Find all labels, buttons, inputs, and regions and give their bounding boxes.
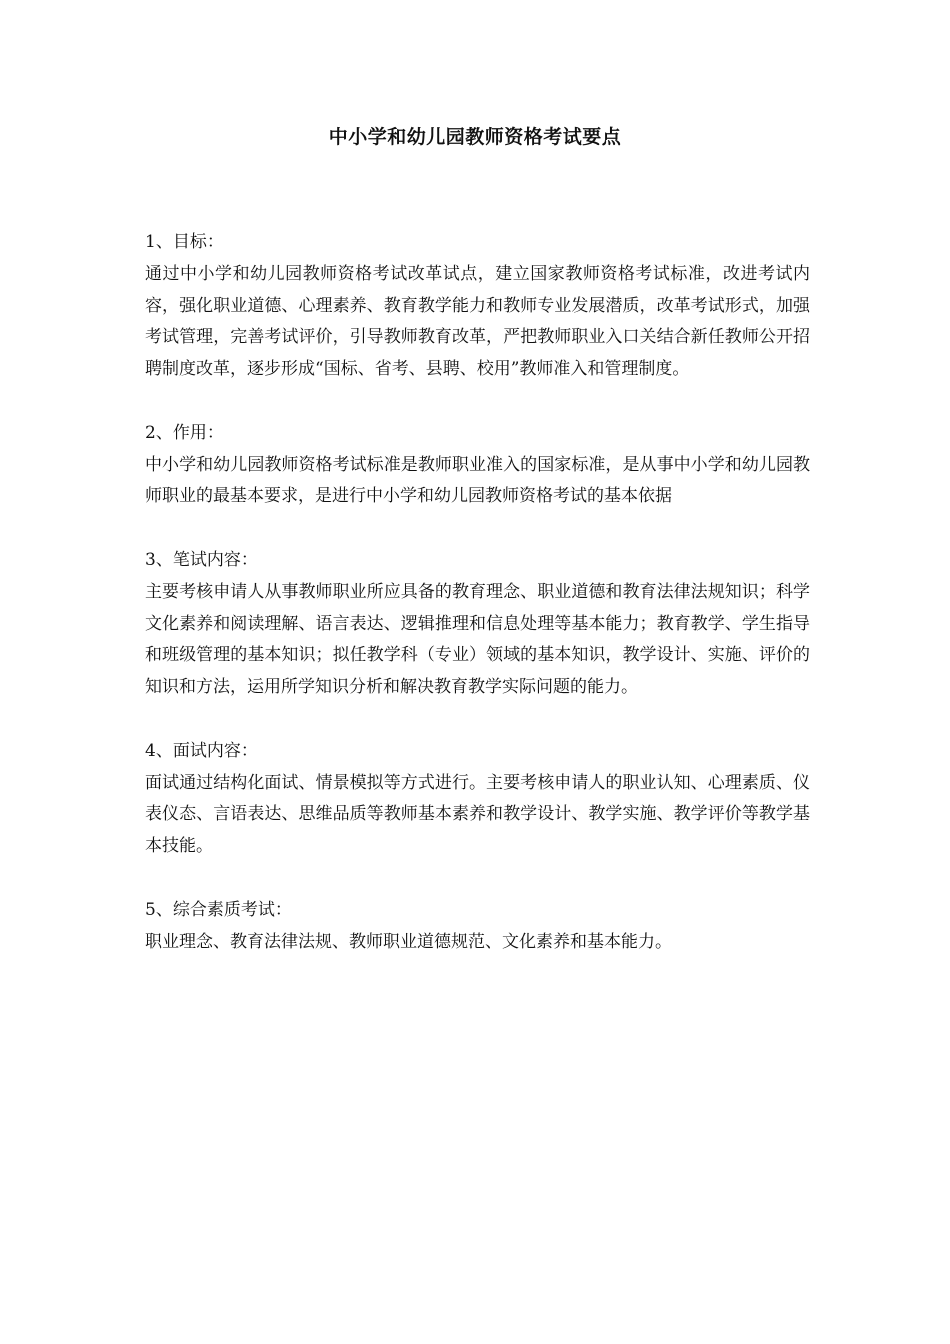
section-comprehensive-exam <box>145 895 810 959</box>
document-title: 中小学和幼儿园教师资格考试要点 <box>328 126 622 148</box>
section-goal <box>145 227 810 386</box>
section-heading: 4、面试内容： <box>145 740 258 761</box>
section-heading: 3、笔试内容： <box>145 549 258 570</box>
section-text: 职业理念、教育法律法规、教师职业道德规范、文化素养和基本能力。 <box>145 931 672 952</box>
document-body <box>145 227 810 990</box>
section-heading: 2、作用： <box>145 422 224 443</box>
section-interview <box>145 736 810 863</box>
section-role <box>145 418 810 513</box>
section-text: 主要考核申请人从事教师职业所应具备的教育理念、职业道德和教育法律法规知识；科学文化素养和阅读理解、语言表达、逻辑推理和信息处理等基本能力；教育教学、学生指导和班级管理的基本知识；拟任教学科（专业）领域的基本知识，教学设计、实施、评价的知识和方法，运用所学知识分析和解决教育教学实际问题的能力。 <box>145 581 810 698</box>
section-text: 中小学和幼儿园教师资格考试标准是教师职业准入的国家标准，是从事中小学和幼儿园教师职业的最基本要求，是进行中小学和幼儿园教师资格考试的基本依据 <box>145 454 810 507</box>
section-written-exam <box>145 545 810 704</box>
section-text: 通过中小学和幼儿园教师资格考试改革试点，建立国家教师资格考试标准，改进考试内容，强化职业道德、心理素养、教育教学能力和教师专业发展潜质，改革考试形式，加强考试管理，完善考试评价，引导教师教育改革，严把教师职业入口关结合新任教师公开招聘制度改革，逐步形成“国标、省考、县聘、校用”教师准入和管理制度。 <box>145 263 810 380</box>
section-text: 面试通过结构化面试、情景模拟等方式进行。主要考核申请人的职业认知、心理素质、仪表仪态、言语表达、思维品质等教师基本素养和教学设计、教学实施、教学评价等教学基本技能。 <box>145 772 810 857</box>
section-heading: 5、综合素质考试： <box>145 899 292 920</box>
section-heading: 1、目标： <box>145 232 224 252</box>
